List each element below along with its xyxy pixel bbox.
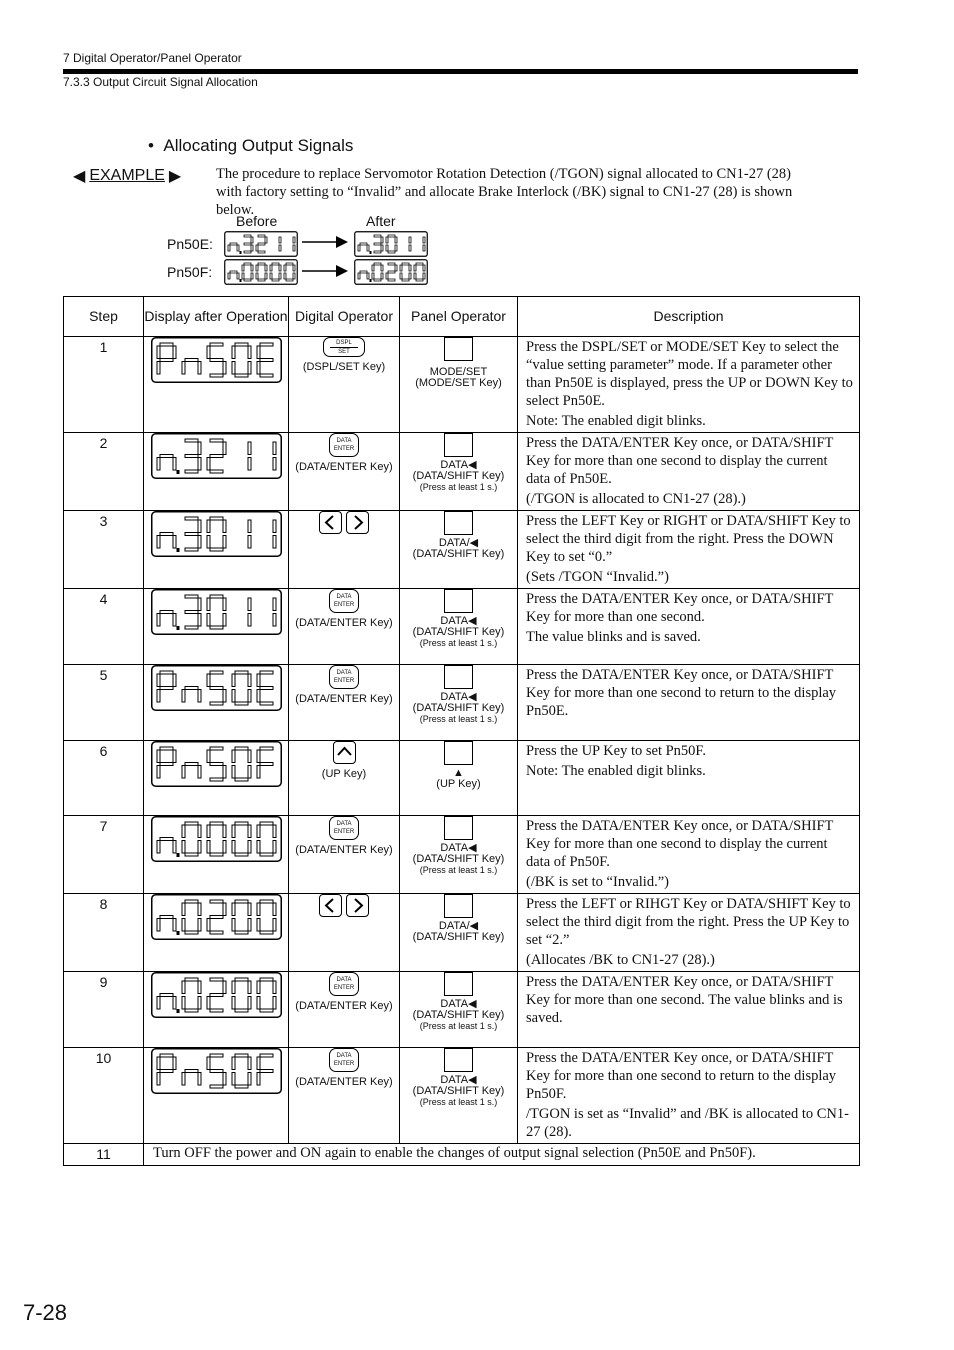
description-note: The value blinks and is saved. [526,629,701,645]
step-number: 2 [64,433,144,511]
panel-key-name: DATA [440,1074,469,1086]
right-key[interactable] [346,511,369,534]
description-note: (/BK is set to “Invalid.”) [526,874,669,890]
panel-operator-cell [400,1048,518,1144]
col-header-panel: Panel Operator [400,297,518,337]
key-bottom-text: ENTER [333,829,355,835]
panel-operator-cell [400,972,518,1048]
description-text: Press the DATA/ENTER Key once, or DATA/SHIFT Key for more than one second to display the current data of Pn50F. [526,818,834,870]
digital-operator-cell [289,972,400,1048]
description-cell [518,741,860,816]
panel-key-caption: (DATA/SHIFT Key) [412,1009,505,1021]
col-header-step: Step [64,297,144,337]
final-step-text: Turn OFF the power and ON again to enable the changes of output signal selection (Pn50E and Pn50F). [144,1144,860,1166]
table-row [64,741,860,816]
chapter-header: 7 Digital Operator/Panel Operator [63,51,242,65]
table-row [64,665,860,741]
up-triangle-icon: ▲ [453,767,464,779]
panel-key-caption: (DATA/SHIFT Key) [412,702,505,714]
left-key[interactable] [319,511,342,534]
left-triangle-icon: ◀ [468,691,477,703]
description-text: Press the DATA/ENTER Key once, or DATA/SHIFT Key for more than one second to return to the display Pn50E. [526,667,837,719]
description-note: /TGON is set as “Invalid” and /BK is allocated to CN1-27 (28). [526,1106,849,1140]
key-top-text: DSPL [336,340,352,346]
data-enter-key[interactable] [329,433,359,457]
panel-key-hint: (Press at least 1 s.) [419,714,498,724]
step-number: 4 [64,589,144,665]
description-text: Press the LEFT or RIHGT Key or DATA/SHIFT Key to select the third digit from the right. Press the UP Key to set “2.” [526,896,851,948]
left-key[interactable] [319,894,342,917]
description-note: Note: The enabled digit blinks. [526,763,706,779]
mode-set-key[interactable] [444,337,473,361]
panel-key-hint: (Press at least 1 s.) [419,1021,498,1031]
example-label: EXAMPLE [89,167,165,184]
table-row [64,433,860,511]
table-row [64,816,860,894]
panel-key-hint: (Press at least 1 s.) [419,638,498,648]
panel-key-caption: (DATA/SHIFT Key) [412,931,505,943]
step-number: 11 [64,1144,144,1166]
panel-operator-cell [400,433,518,511]
description-text: Press the DATA/ENTER Key once, or DATA/SHIFT Key for more than one second. The value blinks and is saved. [526,974,843,1026]
chevron-up-icon [334,742,355,763]
display-cell [144,589,289,665]
data-enter-key[interactable] [329,665,359,689]
data-enter-key[interactable] [329,972,359,996]
display-cell [144,433,289,511]
panel-key-caption: (DATA/SHIFT Key) [412,1085,505,1097]
panel-operator-cell [400,894,518,972]
data-shift-key[interactable] [444,972,473,996]
data-shift-key[interactable] [444,816,473,840]
arrow-right-icon [302,235,350,249]
data-enter-key[interactable] [329,589,359,613]
digital-operator-cell [289,511,400,589]
segment-display [144,433,288,484]
description-cell [518,894,860,972]
mini-display-pn50f-before [224,259,298,290]
example-text: The procedure to replace Servomotor Rotation Detection (/TGON) signal allocated to CN1-27 (28) with factory setting to “Invalid” and allocate Brake Interlock (/BK) signal to CN1-27 (28) is shown below. [216,166,793,218]
up-key[interactable] [444,741,473,765]
panel-operator-cell [400,337,518,433]
chevron-right-icon [347,512,368,533]
key-bottom-text: ENTER [333,678,355,684]
table-row [64,1048,860,1144]
key-caption: (DATA/ENTER Key) [295,693,393,705]
panel-key-caption: (DATA/SHIFT Key) [412,548,505,560]
key-bottom-text: ENTER [333,1061,355,1067]
description-text: Press the DATA/ENTER Key once, or DATA/SHIFT Key for more than one second. [526,591,834,625]
key-bottom-text: ENTER [333,446,355,452]
left-triangle-icon: ◀ [469,920,479,932]
digital-operator-cell [289,433,400,511]
panel-key-caption: (DATA/SHIFT Key) [412,626,505,638]
left-triangle-icon: ◀ [468,1074,477,1086]
digital-operator-cell [289,337,400,433]
step-number: 8 [64,894,144,972]
section-title: • Allocating Output Signals [148,136,354,155]
digital-operator-cell [289,1048,400,1144]
left-triangle-icon: ◀ [469,537,479,549]
data-shift-key[interactable] [444,511,473,535]
mini-display-pn50f-after [354,259,428,290]
table-row [64,337,860,433]
panel-operator-cell [400,665,518,741]
up-key[interactable] [333,741,356,764]
panel-key-hint: (Press at least 1 s.) [419,1097,498,1107]
data-enter-key[interactable] [329,1048,359,1072]
segment-display [144,972,288,1023]
key-caption: (DSPL/SET Key) [302,361,386,373]
panel-key-caption: (MODE/SET Key) [415,377,502,389]
display-cell [144,816,289,894]
panel-key-name: DATA [440,615,469,627]
step-number: 5 [64,665,144,741]
panel-key-name: DATA [440,459,469,471]
panel-key-caption: (DATA/SHIFT Key) [412,853,505,865]
step-number: 7 [64,816,144,894]
chevron-left-icon [320,512,341,533]
description-note: (Sets /TGON “Invalid.”) [526,569,669,585]
left-triangle-icon: ◀ [73,168,86,185]
data-enter-key[interactable] [329,816,359,840]
digital-operator-cell [289,741,400,816]
procedure-table [63,296,860,1166]
step-number: 9 [64,972,144,1048]
panel-key-name: MODE/SET [429,366,488,378]
description-cell [518,1048,860,1144]
display-cell [144,894,289,972]
step-number: 3 [64,511,144,589]
panel-key-hint: (Press at least 1 s.) [419,482,498,492]
left-triangle-icon: ◀ [468,842,477,854]
panel-operator-cell [400,589,518,665]
display-cell [144,665,289,741]
right-key[interactable] [346,894,369,917]
col-header-digital: Digital Operator [289,297,400,337]
right-triangle-icon: ▶ [168,168,182,185]
panel-operator-cell [400,816,518,894]
digital-operator-cell [289,894,400,972]
after-label: After [366,213,396,229]
description-text: Press the LEFT Key or RIGHT or DATA/SHIFT Key to select the third digit from the right. Press the DOWN Key to set “0.” [526,513,851,565]
description-text: Press the DATA/ENTER Key once, or DATA/SHIFT Key for more than one second to display the current data of Pn50E. [526,435,834,487]
left-triangle-icon: ◀ [468,615,477,627]
segment-display [144,741,288,792]
col-header-display: Display after Operation [144,297,289,337]
data-shift-key[interactable] [444,894,473,918]
panel-key-hint: (Press at least 1 s.) [419,865,498,875]
description-cell [518,433,860,511]
display-cell [144,511,289,589]
description-text: Press the UP Key to set Pn50F. [526,743,706,759]
key-caption: (DATA/ENTER Key) [295,844,393,856]
description-note: (/TGON is allocated to CN1-27 (28).) [526,491,746,507]
panel-key-name: DATA/ [438,920,470,932]
segment-display [144,665,288,716]
step-number: 6 [64,741,144,816]
arrow-right-icon [302,264,350,278]
key-bottom-text: SET [338,349,350,355]
col-header-description: Description [518,297,860,337]
data-shift-key[interactable] [444,433,473,457]
description-cell [518,511,860,589]
pn50e-label: Pn50E: [167,236,213,252]
key-bottom-text: ENTER [333,602,355,608]
key-top-text: DATA [336,821,352,827]
example-tag [73,166,181,186]
digital-operator-cell [289,816,400,894]
segment-display [144,589,288,640]
description-text: Press the DATA/ENTER Key once, or DATA/SHIFT Key for more than one second to return to the display Pn50F. [526,1050,837,1102]
table-row [64,511,860,589]
section-header: 7.3.3 Output Circuit Signal Allocation [63,75,258,89]
page-number: 7-28 [23,1300,68,1325]
segment-display [144,816,288,867]
data-shift-key[interactable] [444,1048,473,1072]
description-cell [518,337,860,433]
key-caption: (DATA/ENTER Key) [295,1000,393,1012]
description-text: Press the DSPL/SET or MODE/SET Key to select the “value setting parameter” mode. If a parameter other than Pn50E is displayed, press the UP or DOWN Key to select Pn50E. [526,339,853,409]
segment-display [144,894,288,945]
key-top-text: DATA [336,670,352,676]
description-cell [518,816,860,894]
data-shift-key[interactable] [444,665,473,689]
panel-key-name: DATA [440,842,469,854]
header-rule [63,69,858,74]
segment-display [144,1048,288,1099]
step-number: 10 [64,1048,144,1144]
before-label: Before [236,213,278,229]
description-cell [518,589,860,665]
mini-display-pn50e-before [224,231,298,262]
table-row-final [64,1144,860,1166]
description-cell [518,972,860,1048]
key-top-text: DATA [336,438,352,444]
key-caption: (DATA/ENTER Key) [295,1076,393,1088]
panel-operator-cell [400,741,518,816]
pn50f-label: Pn50F: [167,264,213,280]
panel-operator-cell [400,511,518,589]
segment-display [144,511,288,562]
key-bottom-text: ENTER [333,985,355,991]
display-cell [144,972,289,1048]
description-note: (Allocates /BK to CN1-27 (28).) [526,952,715,968]
key-top-text: DATA [336,594,352,600]
panel-key-caption: (DATA/SHIFT Key) [412,470,505,482]
key-caption: (DATA/ENTER Key) [295,617,393,629]
data-shift-key[interactable] [444,589,473,613]
chevron-left-icon [320,895,341,916]
key-caption: (DATA/ENTER Key) [295,461,393,473]
mini-display-pn50e-after [354,231,428,262]
table-row [64,589,860,665]
key-top-text: DATA [336,977,352,983]
panel-key-name: DATA/ [438,537,470,549]
digital-operator-cell [289,589,400,665]
table-row [64,894,860,972]
key-caption: (UP Key) [321,768,367,780]
chevron-right-icon [347,895,368,916]
display-cell [144,1048,289,1144]
table-header-row [64,297,860,337]
description-cell [518,665,860,741]
key-top-text: DATA [336,1053,352,1059]
display-cell [144,741,289,816]
segment-display [144,337,288,388]
description-note: Note: The enabled digit blinks. [526,413,706,429]
digital-operator-cell [289,665,400,741]
panel-key-name: DATA [440,691,469,703]
step-number: 1 [64,337,144,433]
left-triangle-icon: ◀ [468,459,477,471]
panel-key-caption: (UP Key) [436,778,481,790]
table-row [64,972,860,1048]
panel-key-name: DATA [440,998,469,1010]
dspl-set-key[interactable] [323,337,365,357]
left-triangle-icon: ◀ [468,998,477,1010]
section-title-text: Allocating Output Signals [163,136,354,155]
display-cell [144,337,289,433]
